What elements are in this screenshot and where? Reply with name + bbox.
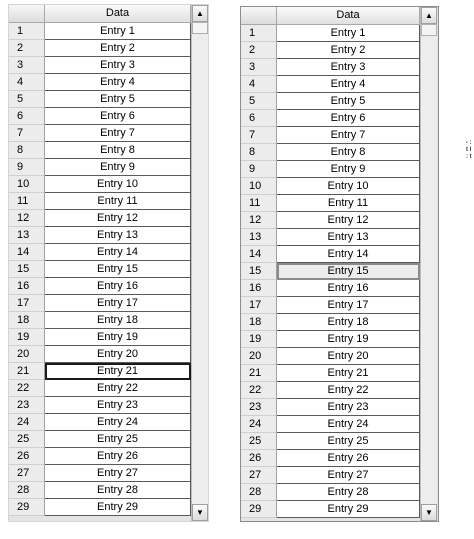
- row-number-header[interactable]: 16: [9, 278, 45, 295]
- row-number-header[interactable]: 24: [9, 414, 45, 431]
- row-number-header[interactable]: 8: [241, 144, 277, 161]
- scroll-up-arrow-icon[interactable]: ▲: [421, 7, 437, 24]
- data-cell[interactable]: Entry 20: [45, 346, 191, 363]
- data-cell[interactable]: Entry 29: [45, 499, 191, 516]
- row-number-header[interactable]: 12: [9, 210, 45, 227]
- table-row[interactable]: [241, 263, 420, 280]
- table-row[interactable]: [9, 108, 191, 125]
- vertical-scrollbar[interactable]: [420, 7, 437, 521]
- row-number-header[interactable]: 13: [241, 229, 277, 246]
- column-header-data[interactable]: Data: [277, 7, 420, 25]
- row-number-header[interactable]: 17: [241, 297, 277, 314]
- row-number-header[interactable]: 20: [241, 348, 277, 365]
- data-cell[interactable]: Entry 7: [45, 125, 191, 142]
- data-grid-right[interactable]: [240, 6, 439, 522]
- row-number-header[interactable]: 6: [9, 108, 45, 125]
- table-row[interactable]: [9, 465, 191, 482]
- row-number-header[interactable]: 10: [241, 178, 277, 195]
- row-number-header[interactable]: 6: [241, 110, 277, 127]
- table-row[interactable]: [241, 416, 420, 433]
- table-row[interactable]: [241, 76, 420, 93]
- data-cell[interactable]: Entry 18: [277, 314, 420, 331]
- table-row[interactable]: [9, 329, 191, 346]
- row-number-header[interactable]: 13: [9, 227, 45, 244]
- row-number-header[interactable]: 7: [241, 127, 277, 144]
- table-row[interactable]: [9, 397, 191, 414]
- row-number-header[interactable]: 7: [9, 125, 45, 142]
- data-grid-left[interactable]: [8, 4, 209, 522]
- data-cell[interactable]: Entry 23: [277, 399, 420, 416]
- data-cell[interactable]: Entry 5: [277, 93, 420, 110]
- data-cell[interactable]: Entry 4: [277, 76, 420, 93]
- row-number-header[interactable]: 5: [9, 91, 45, 108]
- column-header-data[interactable]: Data: [45, 5, 191, 23]
- data-cell[interactable]: Entry 9: [277, 161, 420, 178]
- table-row[interactable]: [9, 142, 191, 159]
- data-cell[interactable]: Entry 14: [277, 246, 420, 263]
- data-cell[interactable]: Entry 24: [277, 416, 420, 433]
- table-row[interactable]: [241, 144, 420, 161]
- table-row[interactable]: [241, 212, 420, 229]
- data-cell[interactable]: Entry 13: [45, 227, 191, 244]
- data-cell[interactable]: Entry 25: [277, 433, 420, 450]
- table-row[interactable]: [9, 346, 191, 363]
- data-cell[interactable]: Entry 12: [45, 210, 191, 227]
- table-row[interactable]: [241, 348, 420, 365]
- table-row[interactable]: [9, 57, 191, 74]
- table-row[interactable]: [241, 297, 420, 314]
- table-row[interactable]: [241, 331, 420, 348]
- row-number-header[interactable]: 2: [9, 40, 45, 57]
- row-number-header[interactable]: 24: [241, 416, 277, 433]
- table-row[interactable]: [241, 501, 420, 518]
- grid-rows: [241, 25, 420, 518]
- table-row[interactable]: [241, 399, 420, 416]
- row-number-header[interactable]: 2: [241, 42, 277, 59]
- data-cell[interactable]: Entry 8: [277, 144, 420, 161]
- data-cell[interactable]: Entry 19: [45, 329, 191, 346]
- row-number-header[interactable]: 16: [241, 280, 277, 297]
- data-cell[interactable]: Entry 25: [45, 431, 191, 448]
- row-number-header[interactable]: 1: [9, 23, 45, 40]
- row-number-header[interactable]: 9: [9, 159, 45, 176]
- data-cell[interactable]: Entry 28: [277, 484, 420, 501]
- row-number-header[interactable]: 15: [9, 261, 45, 278]
- data-cell[interactable]: Entry 6: [45, 108, 191, 125]
- row-number-header[interactable]: 14: [9, 244, 45, 261]
- data-cell[interactable]: Entry 29: [277, 501, 420, 518]
- table-row[interactable]: [9, 91, 191, 108]
- data-cell[interactable]: Entry 18: [45, 312, 191, 329]
- table-row[interactable]: [241, 42, 420, 59]
- data-cell[interactable]: Entry 22: [45, 380, 191, 397]
- data-cell[interactable]: Entry 2: [277, 42, 420, 59]
- row-number-header[interactable]: 23: [241, 399, 277, 416]
- row-number-header[interactable]: 26: [241, 450, 277, 467]
- data-cell[interactable]: Entry 3: [45, 57, 191, 74]
- data-cell[interactable]: Entry 11: [45, 193, 191, 210]
- row-number-header[interactable]: 21: [241, 365, 277, 382]
- row-number-header[interactable]: 27: [9, 465, 45, 482]
- table-row[interactable]: [9, 312, 191, 329]
- data-cell[interactable]: Entry 27: [45, 465, 191, 482]
- data-cell[interactable]: Entry 4: [45, 74, 191, 91]
- table-row[interactable]: [9, 40, 191, 57]
- data-cell[interactable]: Entry 10: [45, 176, 191, 193]
- table-row[interactable]: [241, 365, 420, 382]
- row-number-header[interactable]: 28: [241, 484, 277, 501]
- table-row[interactable]: [9, 278, 191, 295]
- row-number-header[interactable]: 18: [241, 314, 277, 331]
- table-row[interactable]: [241, 93, 420, 110]
- table-row[interactable]: [9, 244, 191, 261]
- table-row[interactable]: [241, 110, 420, 127]
- data-cell[interactable]: Entry 26: [45, 448, 191, 465]
- row-number-header[interactable]: 21: [9, 363, 45, 380]
- data-cell[interactable]: Entry 1: [277, 25, 420, 42]
- table-row[interactable]: [241, 382, 420, 399]
- row-number-header[interactable]: 17: [9, 295, 45, 312]
- table-row[interactable]: [241, 484, 420, 501]
- row-number-header[interactable]: 4: [241, 76, 277, 93]
- table-row[interactable]: [241, 467, 420, 484]
- data-cell[interactable]: Entry 22: [277, 382, 420, 399]
- row-number-header[interactable]: 4: [9, 74, 45, 91]
- table-row[interactable]: [241, 178, 420, 195]
- data-cell[interactable]: Entry 14: [45, 244, 191, 261]
- data-cell[interactable]: Entry 28: [45, 482, 191, 499]
- row-number-header[interactable]: 25: [9, 431, 45, 448]
- row-number-header[interactable]: 26: [9, 448, 45, 465]
- data-cell[interactable]: Entry 21: [45, 363, 191, 380]
- row-number-header[interactable]: 14: [241, 246, 277, 263]
- row-number-header[interactable]: 28: [9, 482, 45, 499]
- row-number-header[interactable]: 11: [241, 195, 277, 212]
- table-row[interactable]: [241, 314, 420, 331]
- row-number-header[interactable]: 27: [241, 467, 277, 484]
- row-number-header[interactable]: 12: [241, 212, 277, 229]
- row-number-header[interactable]: 19: [241, 331, 277, 348]
- scroll-thumb[interactable]: [192, 22, 208, 34]
- data-cell[interactable]: Entry 15: [277, 263, 420, 280]
- data-cell[interactable]: Entry 27: [277, 467, 420, 484]
- table-row[interactable]: [241, 161, 420, 178]
- row-number-header[interactable]: 1: [241, 25, 277, 42]
- row-number-header[interactable]: 9: [241, 161, 277, 178]
- data-cell[interactable]: Entry 1: [45, 23, 191, 40]
- data-cell[interactable]: Entry 20: [277, 348, 420, 365]
- grid-rows: [9, 23, 191, 516]
- data-cell[interactable]: Entry 17: [45, 295, 191, 312]
- scroll-thumb[interactable]: [421, 24, 437, 36]
- row-number-header[interactable]: 23: [9, 397, 45, 414]
- scroll-down-arrow-icon[interactable]: ▼: [421, 504, 437, 521]
- row-number-header[interactable]: 5: [241, 93, 277, 110]
- table-row[interactable]: [241, 450, 420, 467]
- table-row[interactable]: [9, 227, 191, 244]
- row-number-header[interactable]: 15: [241, 263, 277, 280]
- row-number-header[interactable]: 10: [9, 176, 45, 193]
- table-row[interactable]: [9, 295, 191, 312]
- table-row[interactable]: [241, 59, 420, 76]
- table-row[interactable]: [9, 261, 191, 278]
- table-row[interactable]: [9, 482, 191, 499]
- table-row[interactable]: [241, 280, 420, 297]
- row-number-header[interactable]: 22: [9, 380, 45, 397]
- table-row[interactable]: [9, 431, 191, 448]
- table-row[interactable]: [241, 246, 420, 263]
- table-row[interactable]: [9, 159, 191, 176]
- grid-corner-cell[interactable]: [241, 7, 277, 25]
- table-row[interactable]: [241, 195, 420, 212]
- data-cell[interactable]: Entry 17: [277, 297, 420, 314]
- row-number-header[interactable]: 22: [241, 382, 277, 399]
- table-row[interactable]: [241, 127, 420, 144]
- data-cell[interactable]: Entry 10: [277, 178, 420, 195]
- data-cell[interactable]: Entry 5: [45, 91, 191, 108]
- data-cell[interactable]: Entry 19: [277, 331, 420, 348]
- data-cell[interactable]: Entry 6: [277, 110, 420, 127]
- row-number-header[interactable]: 25: [241, 433, 277, 450]
- data-cell[interactable]: Entry 21: [277, 365, 420, 382]
- table-row[interactable]: [9, 125, 191, 142]
- grid-header: [241, 7, 420, 25]
- data-cell[interactable]: Entry 16: [277, 280, 420, 297]
- grid-corner-cell[interactable]: [9, 5, 45, 23]
- row-number-header[interactable]: 8: [9, 142, 45, 159]
- data-cell[interactable]: Entry 13: [277, 229, 420, 246]
- data-cell[interactable]: Entry 23: [45, 397, 191, 414]
- table-row[interactable]: [9, 380, 191, 397]
- table-row[interactable]: [9, 414, 191, 431]
- table-row[interactable]: [241, 25, 420, 42]
- data-cell[interactable]: Entry 15: [45, 261, 191, 278]
- data-cell[interactable]: Entry 2: [45, 40, 191, 57]
- cropped-side-text: - : t l : t: [466, 140, 472, 160]
- row-number-header[interactable]: 29: [241, 501, 277, 518]
- scroll-up-arrow-icon[interactable]: ▲: [192, 5, 208, 22]
- data-cell[interactable]: Entry 11: [277, 195, 420, 212]
- vertical-scrollbar[interactable]: [191, 5, 208, 521]
- data-cell[interactable]: Entry 9: [45, 159, 191, 176]
- data-cell[interactable]: Entry 3: [277, 59, 420, 76]
- row-number-header[interactable]: 29: [9, 499, 45, 516]
- table-row[interactable]: [9, 499, 191, 516]
- row-number-header[interactable]: 11: [9, 193, 45, 210]
- data-cell[interactable]: Entry 7: [277, 127, 420, 144]
- row-number-header[interactable]: 18: [9, 312, 45, 329]
- table-row[interactable]: [9, 74, 191, 91]
- data-cell[interactable]: Entry 24: [45, 414, 191, 431]
- table-row[interactable]: [241, 433, 420, 450]
- row-number-header[interactable]: 3: [9, 57, 45, 74]
- row-number-header[interactable]: 3: [241, 59, 277, 76]
- table-row[interactable]: [9, 448, 191, 465]
- table-row[interactable]: [241, 229, 420, 246]
- table-row[interactable]: [9, 176, 191, 193]
- table-row[interactable]: [9, 210, 191, 227]
- scroll-down-arrow-icon[interactable]: ▼: [192, 504, 208, 521]
- row-number-header[interactable]: 19: [9, 329, 45, 346]
- grid-header: [9, 5, 191, 23]
- table-row[interactable]: [9, 363, 191, 380]
- table-row[interactable]: [9, 193, 191, 210]
- data-cell[interactable]: Entry 8: [45, 142, 191, 159]
- data-cell[interactable]: Entry 26: [277, 450, 420, 467]
- data-cell[interactable]: Entry 16: [45, 278, 191, 295]
- table-row[interactable]: [9, 23, 191, 40]
- row-number-header[interactable]: 20: [9, 346, 45, 363]
- data-cell[interactable]: Entry 12: [277, 212, 420, 229]
